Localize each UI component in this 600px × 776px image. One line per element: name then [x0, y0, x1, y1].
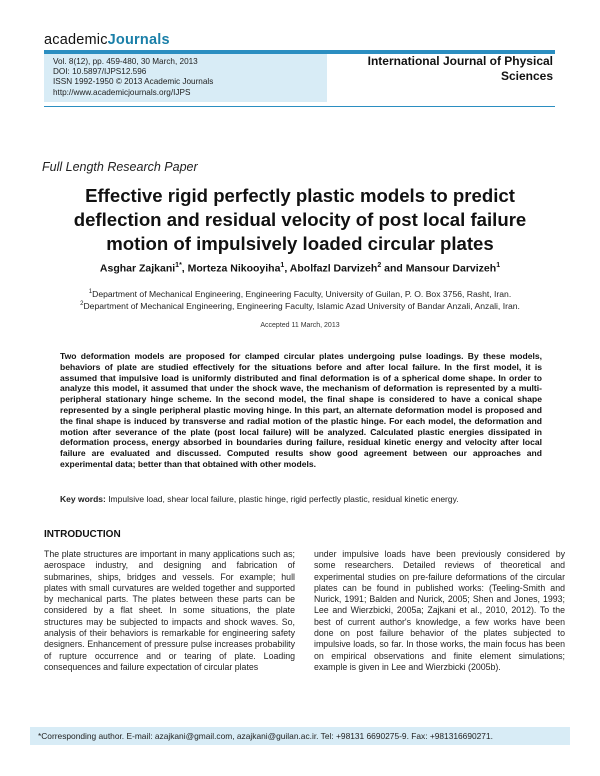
info-doi: DOI: 10.5897/IJPS12.596 — [53, 67, 147, 77]
keywords — [60, 494, 542, 504]
info-issn: ISSN 1992-1950 © 2013 Academic Journals — [53, 77, 214, 87]
author-list — [40, 262, 560, 275]
affiliation-text: Department of Mechanical Engineering, Engineering Faculty, University of Guilan, P. O. Box 3756, Rasht, Iran. — [92, 289, 512, 299]
journal-name — [327, 54, 555, 84]
paper-title — [40, 184, 560, 256]
author-affil-marker: 2 — [377, 262, 382, 269]
info-volume: Vol. 8(12), pp. 459-480, 30 March, 2013 — [53, 57, 198, 66]
author-affil-marker: 1 — [496, 262, 501, 269]
body-column-left: The plate structures are important in many applications such as; aerospace industry, and designing and fabrication of submarines, ships, bridges and vessels. For example; hull plates with small curvatures are welded together and supported by mechanical parts. The plates between these parts can be considered by a flat sheet. In some situations, the plate structures may be subjected to impacts and shock waves. So, analysis of their behaviors is remarkable for engineering safety designers. Enhancement of pressure pulse increases probability of rupture occurrence and or tearing of plate. Loading consequences and failure expectation of circular plates — [44, 549, 295, 672]
title-line: deflection and residual velocity of post local failure — [73, 209, 527, 230]
body-column-right: under impulsive loads have been previously considered by some researchers. Detailed reviews of theoretical and experimental studies on pre-failure deformations of the circular plates can be found in published works: (Teeling-Smith and Nurick, 1991; Balden and Nurick, 2005; Shen and Jones, 1993; Lee and Wierzbicki, 2005a; Zajkani et al., 2010, 2012). To the best of current author's knowledge, a few works have been done on post failure behavior of the plates subjected to impulsive loads, so far. In those works, the main focus has been on empirical observations and finite element simulations; example is given in Lee and Wierzbicki (2005b). — [314, 549, 565, 672]
affiliation — [40, 289, 560, 299]
logo-part-journals: Journals — [107, 32, 170, 48]
paper-type: Full Length Research Paper — [42, 160, 198, 174]
citation-info-box — [44, 54, 327, 102]
affiliation-marker: 1 — [88, 289, 93, 296]
publisher-logo — [44, 32, 170, 48]
affiliation — [40, 301, 560, 311]
author-name: Abolfazl Darvizeh — [289, 262, 378, 275]
section-heading-introduction: INTRODUCTION — [44, 529, 121, 540]
author-name: Asghar Zajkani — [99, 262, 176, 275]
keywords-label: Key words: — [60, 494, 106, 504]
affiliation-marker: 2 — [80, 301, 84, 308]
abstract: Two deformation models are proposed for clamped circular plates undergoing pulse loadings. By these models, behaviors of plate are studied effectively for the situations before and after local failure. In the first model, it is assumed that impulsive load is uniformly distributed and final deformation is of a spherical dome shape. In order to analyze this model, it assumed that under the shock wave, the mechanism of deformation is represented by a multi-peripheral stationary hinge scheme. In the second model, the final shape is considered to have a conical shape represented by a single peripheral plastic moving hinge. In this part, an alternate deformation model is proposed and the final shape is induced by transverse and radial motion of the plastic hinge. For each model, the deformation and motion after severance of the plate (post local failure) will be analyzed. Calculated plastic energies dissipated in deformation process, energy absorbed in boundaries during failure, residual kinetic energy and velocity after local failure are evaluated and discussed. Computed results show good agreement between our approaches and experimental data; better than that obtained with other models. — [60, 351, 542, 469]
corresponding-author-text: *Corresponding author. E-mail: azajkani@gmail.com, azajkani@guilan.ac.ir. Tel: +98131 6690275-9. Fax: +981316690271. — [38, 731, 493, 741]
info-url[interactable]: http://www.academicjournals.org/IJPS — [53, 87, 191, 97]
author-separator: , — [181, 262, 188, 275]
header-rule — [44, 106, 555, 107]
corresponding-author-box — [30, 727, 570, 745]
author-affil-marker: 1 — [280, 262, 285, 269]
author-affil-marker: 1* — [175, 262, 182, 269]
author-separator: , — [284, 262, 290, 275]
logo-part-academic: academic — [44, 32, 108, 48]
author-separator: and — [381, 262, 406, 275]
keywords-text: Impulsive load, shear local failure, plastic hinge, rigid perfectly plastic, residual kinetic energy. — [105, 494, 459, 504]
title-line: motion of impulsively loaded circular plates — [106, 233, 494, 254]
accepted-date: Accepted 11 March, 2013 — [260, 322, 340, 329]
journal-name-line2: Sciences — [500, 69, 553, 83]
title-line: Effective rigid perfectly plastic models to predict — [85, 185, 515, 206]
journal-name-line1: International Journal of Physical — [367, 54, 553, 68]
author-name: Morteza Nikooyiha — [187, 262, 281, 275]
affiliation-text: Department of Mechanical Engineering, Engineering Faculty, Islamic Azad University of Bandar Anzali, Anzali, Iran. — [83, 301, 520, 311]
author-name: Mansour Darvizeh — [405, 262, 497, 275]
